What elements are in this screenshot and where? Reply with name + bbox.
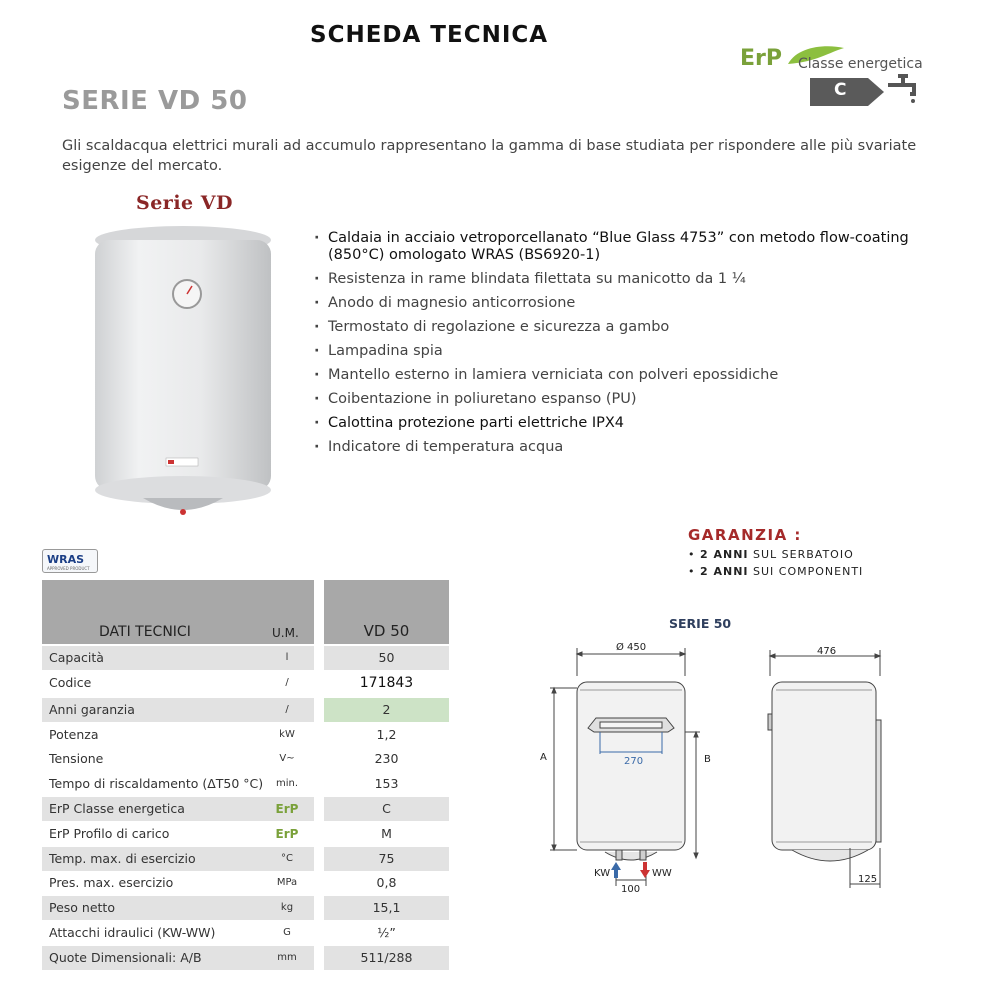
row-label: Attacchi idraulici (KW-WW) — [49, 925, 216, 940]
feature-item: · Termostato di regolazione e sicurezza a gambo — [314, 319, 964, 336]
row-um: kW — [279, 729, 295, 740]
erp-class-label: Classe energetica — [798, 56, 923, 72]
table-header-left — [42, 580, 314, 644]
document-title: SCHEDA TECNICA — [310, 22, 549, 48]
dimension-drawing — [530, 636, 900, 896]
wall-offset-label: 125 — [858, 874, 878, 885]
front-view — [550, 648, 700, 886]
table-header-right — [324, 580, 449, 644]
erp-logo-text: ErP — [740, 46, 783, 71]
hot-water-arrow-icon — [640, 862, 650, 878]
erp-class-value: C — [834, 80, 847, 100]
row-label: Peso netto — [49, 900, 115, 915]
features-list — [314, 230, 964, 463]
warranty-title: GARANZIA : — [688, 526, 802, 544]
cold-water-arrow-icon — [611, 862, 621, 878]
row-um-erp-logo: ErP — [275, 802, 299, 816]
row-value: 0,8 — [376, 875, 397, 890]
warranty-item-scope: SUI COMPONENTI — [748, 565, 864, 578]
row-label: ErP Classe energetica — [49, 801, 185, 816]
row-value: C — [382, 801, 391, 816]
warranty-list — [688, 546, 863, 580]
row-value: M — [381, 826, 392, 841]
wras-label: WRAS — [47, 553, 85, 566]
row-um: G — [283, 927, 291, 938]
warranty-item-scope: SUL SERBATOIO — [748, 548, 854, 561]
side-view — [768, 650, 881, 888]
row-label: Capacità — [49, 650, 104, 665]
product-series-logo: Serie VD — [136, 192, 233, 214]
intro-paragraph: Gli scaldacqua elettrici murali ad accumulo rappresentano la gamma di base studiata per rispondere alle più svariate esigenze del mercato. — [62, 138, 917, 174]
row-value: 511/288 — [360, 950, 413, 965]
row-value: 153 — [374, 776, 399, 791]
row-um-erp-logo: ErP — [275, 827, 299, 841]
row-um: / — [285, 677, 289, 688]
diameter-label: Ø 450 — [616, 642, 647, 653]
row-label: Pres. max. esercizio — [49, 875, 174, 890]
water-heater-image — [88, 222, 278, 522]
feature-item: · Calottina protezione parti elettriche IPX4 — [314, 415, 964, 432]
erp-energy-class-badge — [738, 42, 938, 106]
feature-item: · Caldaia in acciaio vetroporcellanato “Blue Glass 4753” con metodo flow-coating (850°C) omologato WRAS (BS6920-1) — [314, 230, 964, 264]
dimension-a-label: A — [540, 752, 547, 763]
row-label: Anni garanzia — [49, 702, 135, 717]
feature-item: · Indicatore di temperatura acqua — [314, 439, 964, 456]
table-header-label: DATI TECNICI — [99, 624, 191, 640]
table-header-model: VD 50 — [363, 622, 410, 640]
feature-item: · Resistenza in rame blindata filettata su manicotto da 1 ¼ — [314, 271, 964, 288]
row-value: 1,2 — [376, 727, 397, 742]
feature-item: · Coibentazione in poliuretano espanso (PU) — [314, 391, 964, 408]
feature-item: · Mantello esterno in lamiera verniciata con polveri epossidiche — [314, 367, 964, 384]
row-value: 171843 — [359, 675, 414, 691]
row-value: 50 — [378, 650, 395, 665]
connection-spacing-label: 100 — [621, 884, 641, 895]
row-um: MPa — [276, 877, 298, 888]
row-value: 2 — [382, 702, 391, 717]
outlet-label: WW — [652, 868, 672, 879]
dimension-b-label: B — [704, 754, 711, 765]
row-label: Quote Dimensionali: A/B — [49, 950, 202, 965]
row-value: 75 — [378, 851, 395, 866]
warranty-item: • 2 ANNI SUI COMPONENTI — [688, 565, 864, 578]
inlet-label: KW — [594, 868, 611, 879]
row-value: 230 — [374, 751, 399, 766]
wras-sub-label: APPROVED PRODUCT — [47, 566, 90, 571]
bracket-width-label: 270 — [624, 756, 644, 767]
water-tap-icon — [886, 72, 922, 108]
row-um: / — [285, 704, 289, 715]
row-um: min. — [275, 778, 299, 789]
table-header-um: U.M. — [272, 626, 299, 640]
row-label: Codice — [49, 675, 92, 690]
row-um: V~ — [279, 753, 295, 764]
feature-item: · Anodo di magnesio anticorrosione — [314, 295, 964, 312]
row-label: Temp. max. di esercizio — [49, 851, 196, 866]
row-label: Tensione — [49, 751, 104, 766]
warranty-item: • 2 ANNI SUL SERBATOIO — [688, 548, 854, 561]
warranty-item-duration: 2 ANNI — [700, 548, 749, 561]
row-value: 15,1 — [372, 900, 401, 915]
diagram-title: SERIE 50 — [669, 616, 732, 631]
depth-label: 476 — [817, 646, 837, 657]
row-um: mm — [277, 952, 297, 963]
row-um: kg — [280, 902, 294, 913]
row-label: Tempo di riscaldamento (ΔT50 °C) — [49, 776, 264, 791]
row-value: ½” — [377, 925, 396, 940]
row-label: Potenza — [49, 727, 99, 742]
row-um: °C — [281, 853, 293, 864]
feature-item: · Lampadina spia — [314, 343, 964, 360]
row-label: ErP Profilo di carico — [49, 826, 170, 841]
row-um: l — [285, 652, 289, 663]
wras-approved-badge — [42, 549, 98, 573]
warranty-item-duration: 2 ANNI — [700, 565, 749, 578]
energy-class-arrow-icon — [810, 78, 884, 106]
series-title: SERIE VD 50 — [62, 86, 248, 116]
